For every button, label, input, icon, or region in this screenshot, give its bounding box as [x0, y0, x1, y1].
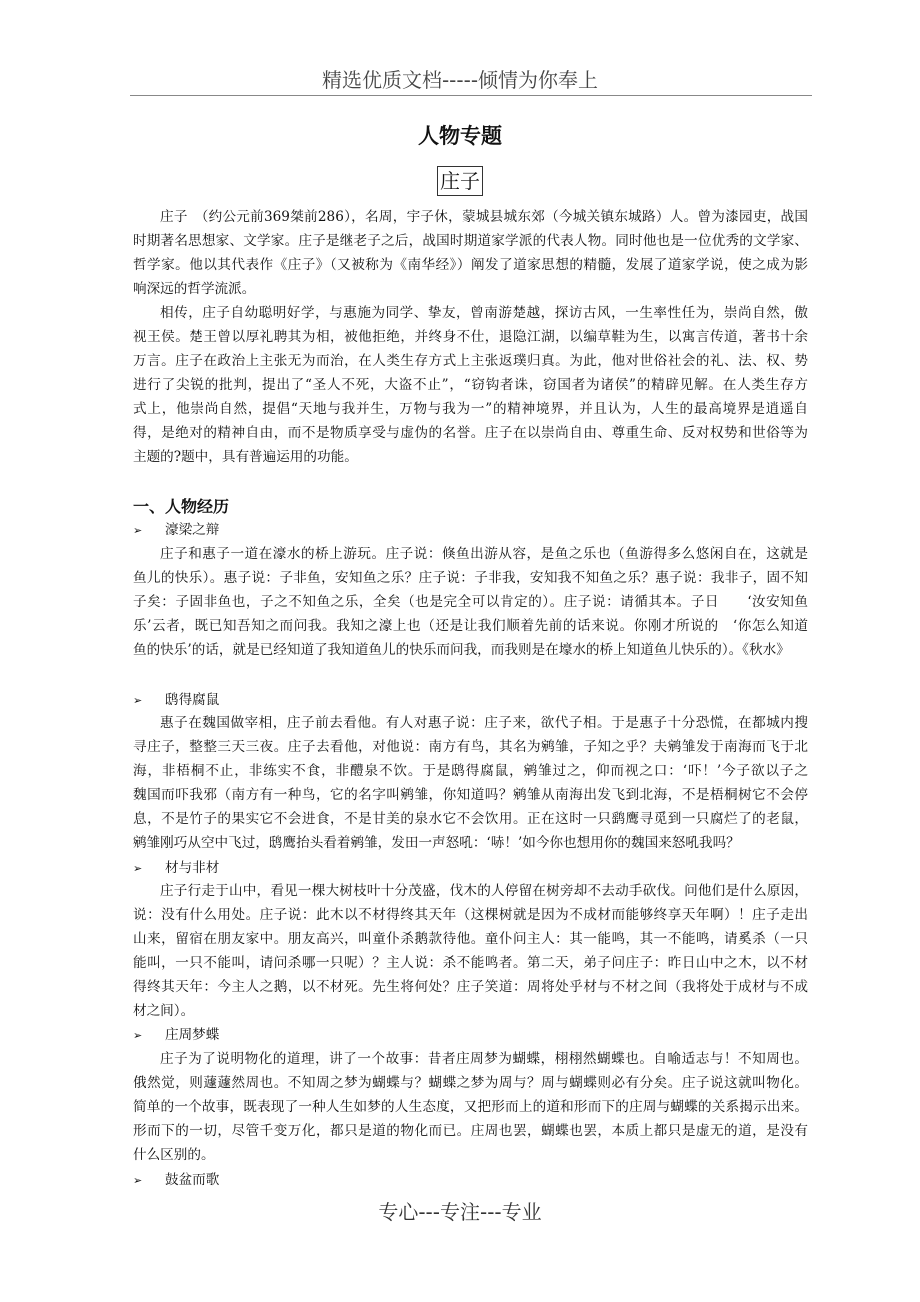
paragraph-line: 鱼的快乐’的话，就是已经知道了我知道鱼儿的快乐而问我，而我则是在壕水的桥上知道鱼儿快乐的）。《秋水》	[133, 642, 790, 658]
paragraph-line: 魏国而吓我邪（南方有一种鸟，它的名字叫鹓雏，你知道吗？鹓雏从南海出发飞到北海，不是梧桐树它不会停	[133, 787, 808, 803]
paragraph-line: 得终其天年：今主人之鹅，以不材死。先生将何处？庄子笑道：周将处乎材与不材之间（我将处于成材与不成	[133, 979, 808, 995]
paragraph-line: 寻庄子，整整三天三夜。庄子去看他，对他说：南方有鸟，其名为鹓雏，子知之乎？夫鹓雏发于南海而飞于北	[133, 739, 808, 755]
bullet-label: 材与非材	[165, 860, 220, 876]
bullet-label: 鼓盆而歌	[165, 1172, 220, 1188]
bullet-item	[133, 1168, 808, 1193]
arrow-bullet-icon: ➢	[133, 694, 143, 707]
paragraph-line: 相传，庄子自幼聪明好学，与惠施为同学、挚友，曾南游楚越，探访古风，一生率性任为，崇尚自然，傲	[160, 305, 808, 321]
paragraph-line: 惠子在魏国做宰相，庄子前去看他。有人对惠子说：庄子来，欲代子相。于是惠子十分恐慌，在都城内搜	[160, 715, 808, 731]
paragraph-line: 庄子和惠子一道在濠水的桥上游玩。庄子说：倏鱼出游从容，是鱼之乐也（鱼游得多么悠闲自在，这就是	[160, 546, 808, 562]
boxed-subtitle: 庄子	[437, 166, 483, 196]
document-title: 人物专题	[418, 124, 502, 148]
arrow-bullet-icon: ➢	[133, 862, 143, 875]
arrow-bullet-icon: ➢	[133, 524, 143, 537]
paragraph-line: 得，是绝对的精神自由，而不是物质享受与虚伪的名誉。庄子在以崇尚自由、尊重生命、反对权势和世俗等为	[133, 425, 808, 441]
paragraph-line: 形而下的一切，尽管千变万化，都只是道的物化而已。庄周也罢，蝴蝶也罢，本质上都只是虚无的道，是没有	[133, 1123, 808, 1139]
paragraph-line: 万言。庄子在政治上主张无为而治，在人类生存方式上主张返璞归真。为此，他对世俗社会的礼、法、权、势	[133, 353, 808, 369]
paragraph	[133, 301, 808, 469]
paragraph-line: 鱼儿的快乐）。惠子说：子非鱼，安知鱼之乐？庄子说：子非我，安知我不知鱼之乐？惠子说：我非子，固不知	[133, 570, 808, 586]
paragraph-line: 庄子为了说明物化的道理，讲了一个故事：昔者庄周梦为蝴蝶，栩栩然蝴蝶也。自喻适志与！不知周也。	[160, 1051, 808, 1067]
paragraph-line: 山来，留宿在朋友家中。朋友高兴，叫童仆杀鹅款待他。童仆问主人：其一能鸣，其一不能鸣，请奚杀（一只	[133, 931, 808, 947]
paragraph-line: 俄然觉，则蘧蘧然周也。不知周之梦为蝴蝶与？蝴蝶之梦为周与？周与蝴蝶则必有分矣。庄子说这就叫物化。	[133, 1075, 808, 1091]
bullet-label: 鸱得腐鼠	[165, 692, 220, 708]
bullet-item	[133, 856, 808, 881]
paragraph	[133, 205, 808, 301]
paragraph-line: 海，非梧桐不止，非练实不食，非醴泉不饮。于是鸱得腐鼠，鹓雏过之，仰而视之口：‘吓！’今子欲以子之	[133, 763, 808, 779]
paragraph-line: 哲学家。他以其代表作《庄子》（又被称为《南华经》）阐发了道家思想的精髓，发展了道家学说，使之成为影	[133, 257, 808, 273]
paragraph-line: 庄子行走于山中，看见一棵大树枝叶十分茂盛，伐木的人停留在树旁却不去动手砍伐。问他们是什么原因，	[160, 883, 808, 899]
paragraph	[133, 542, 808, 662]
header-divider	[130, 95, 812, 96]
section-heading: 一、人物经历	[133, 497, 230, 516]
paragraph-line: 息，不是竹子的果实它不会进食，不是甘美的泉水它不会饮用。正在这时一只鹞鹰寻觅到一只腐烂了的老鼠，	[133, 811, 808, 827]
paragraph	[133, 879, 808, 1023]
paragraph-line: 材之间）。	[133, 1003, 195, 1019]
page-header: 精选优质文档-----倾情为你奉上	[321, 68, 599, 92]
paragraph-line: 主题的?题中，具有普遍运用的功能。	[133, 449, 358, 465]
paragraph-line: 响深远的哲学流派。	[133, 281, 256, 297]
bullet-label: 濠梁之辩	[165, 522, 220, 538]
paragraph	[133, 1047, 808, 1167]
bullet-item	[133, 688, 808, 713]
arrow-bullet-icon: ➢	[133, 1174, 143, 1187]
paragraph-line: 时期著名思想家、文学家。庄子是继老子之后，战国时期道家学派的代表人物。同时他也是一位优秀的文学家、	[133, 233, 808, 249]
paragraph-line: 庄子 （约公元前369桀前286），名周，宇子休，蒙城县城东郊（今城关镇东城路）人。曾为漆园吏，战国	[160, 209, 808, 225]
paragraph-line: 进行了尖锐的批判，提出了“圣人不死，大盗不止”，“窃钩者诛，窃国者为诸侯”的精辟见解。在人类生存方	[133, 377, 808, 393]
paragraph-line: 鹓雏刚巧从空中飞过，鸱鹰抬头看着鹓雏，发田一声怒吼：‘哧！’如今你也想用你的魏国来怒吼我吗？	[133, 835, 740, 851]
paragraph-line: 子矣：子固非鱼也，子之不知鱼之乐，全矣（也是完全可以肯定的）。庄子说：请循其本。子日 ‘汝安知鱼	[133, 594, 808, 610]
paragraph-line: 说：没有什么用处。庄子说：此木以不材得终其天年（这棵树就是因为不成材而能够终享天年啊）！庄子走出	[133, 907, 808, 923]
paragraph-line: 能叫，一只不能叫，请问杀哪一只呢）？主人说：杀不能鸣者。第二天，弟子问庄子：昨日山中之木，以不材	[133, 955, 808, 971]
bullet-item	[133, 1023, 808, 1048]
paragraph-line: 视王侯。楚王曾以厚礼聘其为相，被他拒绝，并终身不仕，退隐江湖，以编草鞋为生，以寓言传道，著书十余	[133, 329, 808, 345]
paragraph	[133, 711, 808, 855]
paragraph-line: 简单的一个故事，既表现了一种人生如梦的人生态度，又把形而上的道和形而下的庄周与蝴蝶的关系揭示出来。	[133, 1099, 808, 1115]
paragraph-line: 式上，他崇尚自然，提倡“天地与我并生，万物与我为一”的精神境界，并且认为，人生的最高境界是逍遥自	[133, 401, 808, 417]
bullet-label: 庄周梦蝶	[165, 1027, 220, 1043]
paragraph-line: 乐’云者，既已知吾知之而问我。我知之濠上也（还是让我们顺着先前的话来说。你刚才所说的 ‘你怎么知道	[133, 618, 808, 634]
subtitle-container	[0, 166, 920, 196]
arrow-bullet-icon: ➢	[133, 1029, 143, 1042]
paragraph-line: 什么区别的。	[133, 1147, 215, 1163]
bullet-item	[133, 518, 808, 543]
page-footer: 专心---专注---专业	[378, 1200, 542, 1224]
